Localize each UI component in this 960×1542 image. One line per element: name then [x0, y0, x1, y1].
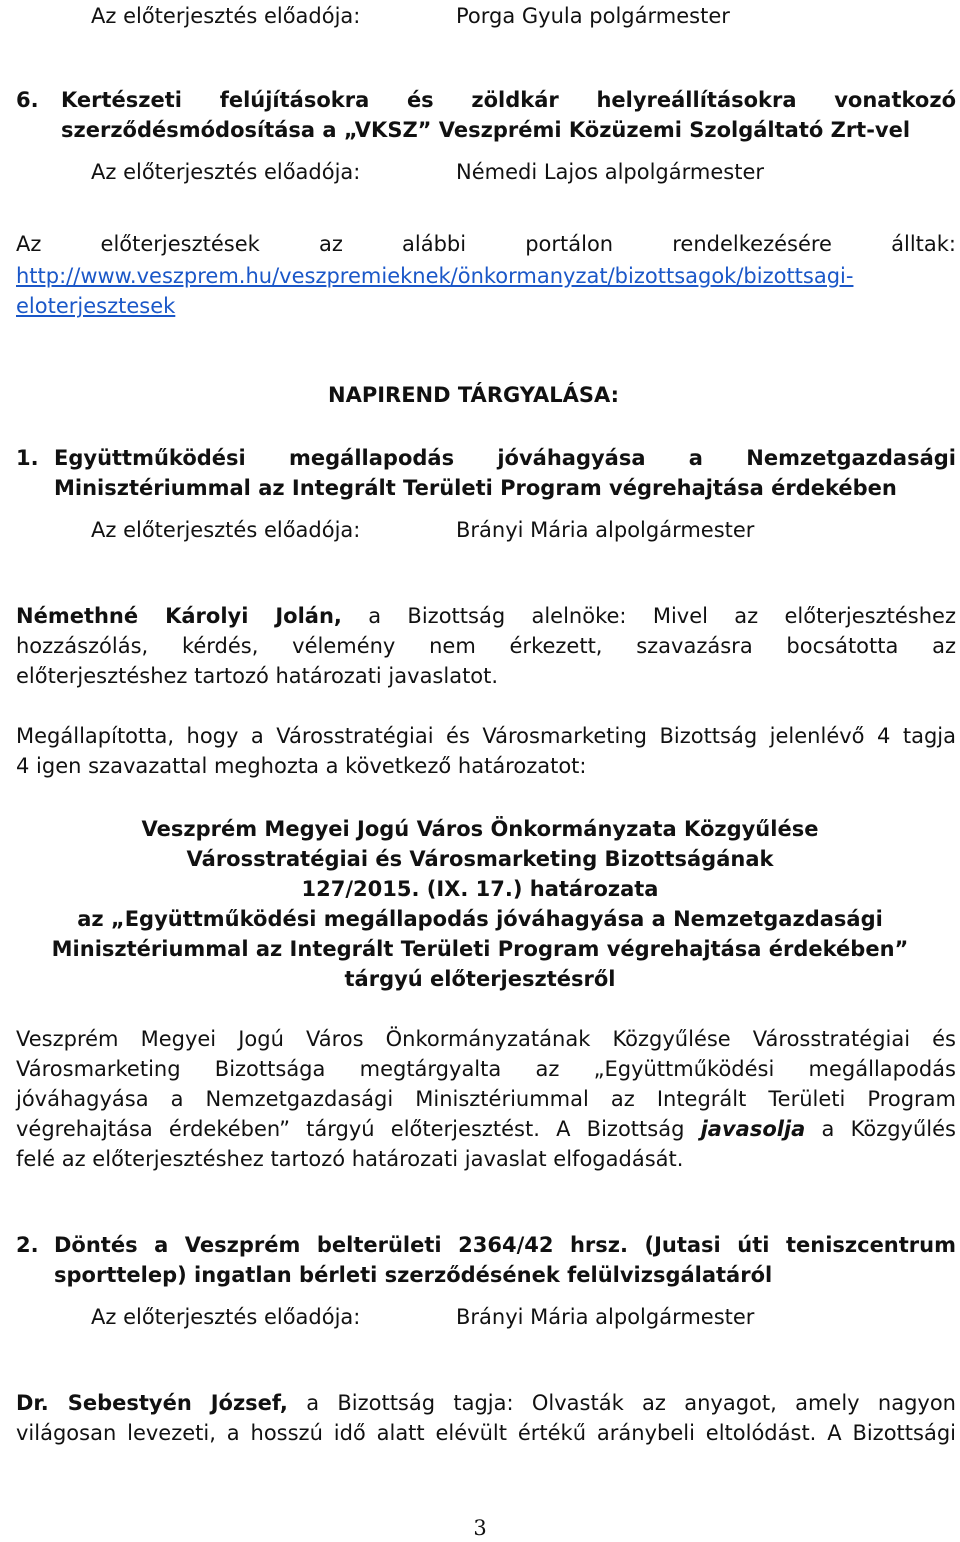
- presenter-name: Némedi Lajos alpolgármester: [456, 160, 764, 184]
- portal-link[interactable]: [16, 291, 175, 321]
- speaker-name: Dr. Sebestyén József,: [16, 1391, 288, 1415]
- item-title-line: Kertészeti felújításokra és zöldkár helyreállításokra vonatkozó: [61, 88, 956, 112]
- resolution-emphasis: javasolja: [700, 1117, 806, 1141]
- resolution-number: 127/2015. (IX. 17.) határozata: [301, 877, 659, 901]
- item-title-line: szerződésmódosítása a „VKSZ” Veszprémi Közüzemi Szolgáltató Zrt-vel: [61, 118, 911, 142]
- resolution-body-text: végrehajtása érdekében” tárgyú előterjesztést. A Bizottság: [16, 1117, 685, 1141]
- resolution-body-text: a Közgyűlés: [821, 1117, 956, 1141]
- presenter-name: Porga Gyula polgármester: [456, 4, 730, 28]
- presenter-label: Az előterjesztés előadója:: [91, 160, 361, 184]
- portal-link-text-1[interactable]: http://www.veszprem.hu/veszpremieknek/önkormanyzat/bizottsagok/bizottsagi-: [16, 264, 854, 288]
- portal-link[interactable]: [16, 261, 853, 291]
- presenter-label: Az előterjesztés előadója:: [91, 4, 361, 28]
- item-title-line: Minisztériummal az Integrált Területi Program végrehajtása érdekében: [54, 476, 897, 500]
- page-number: 3: [473, 1516, 487, 1540]
- item-title-line: Együttműködési megállapodás jóváhagyása a Nemzetgazdasági: [54, 446, 956, 470]
- speech-line: [16, 1388, 956, 1418]
- item-number: 6.: [16, 88, 39, 112]
- finding-line: 4 igen szavazattal meghozta a következő határozatot:: [16, 754, 587, 778]
- resolution-body-line: felé az előterjesztéshez tartozó határozati javaslat elfogadását.: [16, 1147, 684, 1171]
- resolution-subject: az „Együttműködési megállapodás jóváhagyása a Nemzetgazdasági: [77, 907, 883, 931]
- resolution-body-line: jóváhagyása a Nemzetgazdasági Minisztériummal az Integrált Területi Program: [16, 1087, 956, 1111]
- portal-note: Az előterjesztések az alábbi portálon rendelkezésére álltak:: [16, 232, 956, 256]
- resolution-header: Veszprém Megyei Jogú Város Önkormányzata Közgyűlése: [141, 817, 819, 841]
- resolution-body-line: [16, 1114, 956, 1144]
- resolution-subject: Minisztériummal az Integrált Területi Program végrehajtása érdekében”: [51, 937, 909, 961]
- speaker-name: Némethné Károlyi Jolán,: [16, 604, 342, 628]
- speech-line: előterjesztéshez tartozó határozati javaslatot.: [16, 664, 499, 688]
- speech-line: világosan levezeti, a hosszú idő alatt elévült értékű aránybeli eltolódást. A Bizottsági: [16, 1421, 956, 1445]
- item-title-line: Döntés a Veszprém belterületi 2364/42 hrsz. (Jutasi úti teniszcentrum: [54, 1233, 956, 1257]
- presenter-name: Brányi Mária alpolgármester: [456, 518, 755, 542]
- resolution-header: Városstratégiai és Városmarketing Bizottságának: [186, 847, 774, 871]
- resolution-body-line: Veszprém Megyei Jogú Város Önkormányzatának Közgyűlése Városstratégiai és: [16, 1027, 956, 1051]
- speech-line: [16, 601, 956, 631]
- agenda-heading: NAPIREND TÁRGYALÁSA:: [328, 383, 620, 407]
- item-title-line: sporttelep) ingatlan bérleti szerződésének felülvizsgálatáról: [54, 1263, 773, 1287]
- speech-line: hozzászólás, kérdés, vélemény nem érkezett, szavazásra bocsátotta az: [16, 634, 956, 658]
- item-number: 1.: [16, 446, 39, 470]
- portal-link-text-2[interactable]: eloterjesztesek: [16, 294, 176, 318]
- resolution-subject: tárgyú előterjesztésről: [344, 967, 616, 991]
- resolution-body-line: Városmarketing Bizottsága megtárgyalta az „Együttműködési megállapodás: [16, 1057, 956, 1081]
- speech-text: a Bizottság alelnöke: Mivel az előterjesztéshez: [368, 604, 956, 628]
- presenter-label: Az előterjesztés előadója:: [91, 1305, 361, 1329]
- presenter-name: Brányi Mária alpolgármester: [456, 1305, 755, 1329]
- item-number: 2.: [16, 1233, 39, 1257]
- speech-text: a Bizottság tagja: Olvasták az anyagot, amely nagyon: [306, 1391, 956, 1415]
- finding-line: Megállapította, hogy a Városstratégiai és Városmarketing Bizottság jelenlévő 4 tagja: [16, 724, 956, 748]
- presenter-label: Az előterjesztés előadója:: [91, 518, 361, 542]
